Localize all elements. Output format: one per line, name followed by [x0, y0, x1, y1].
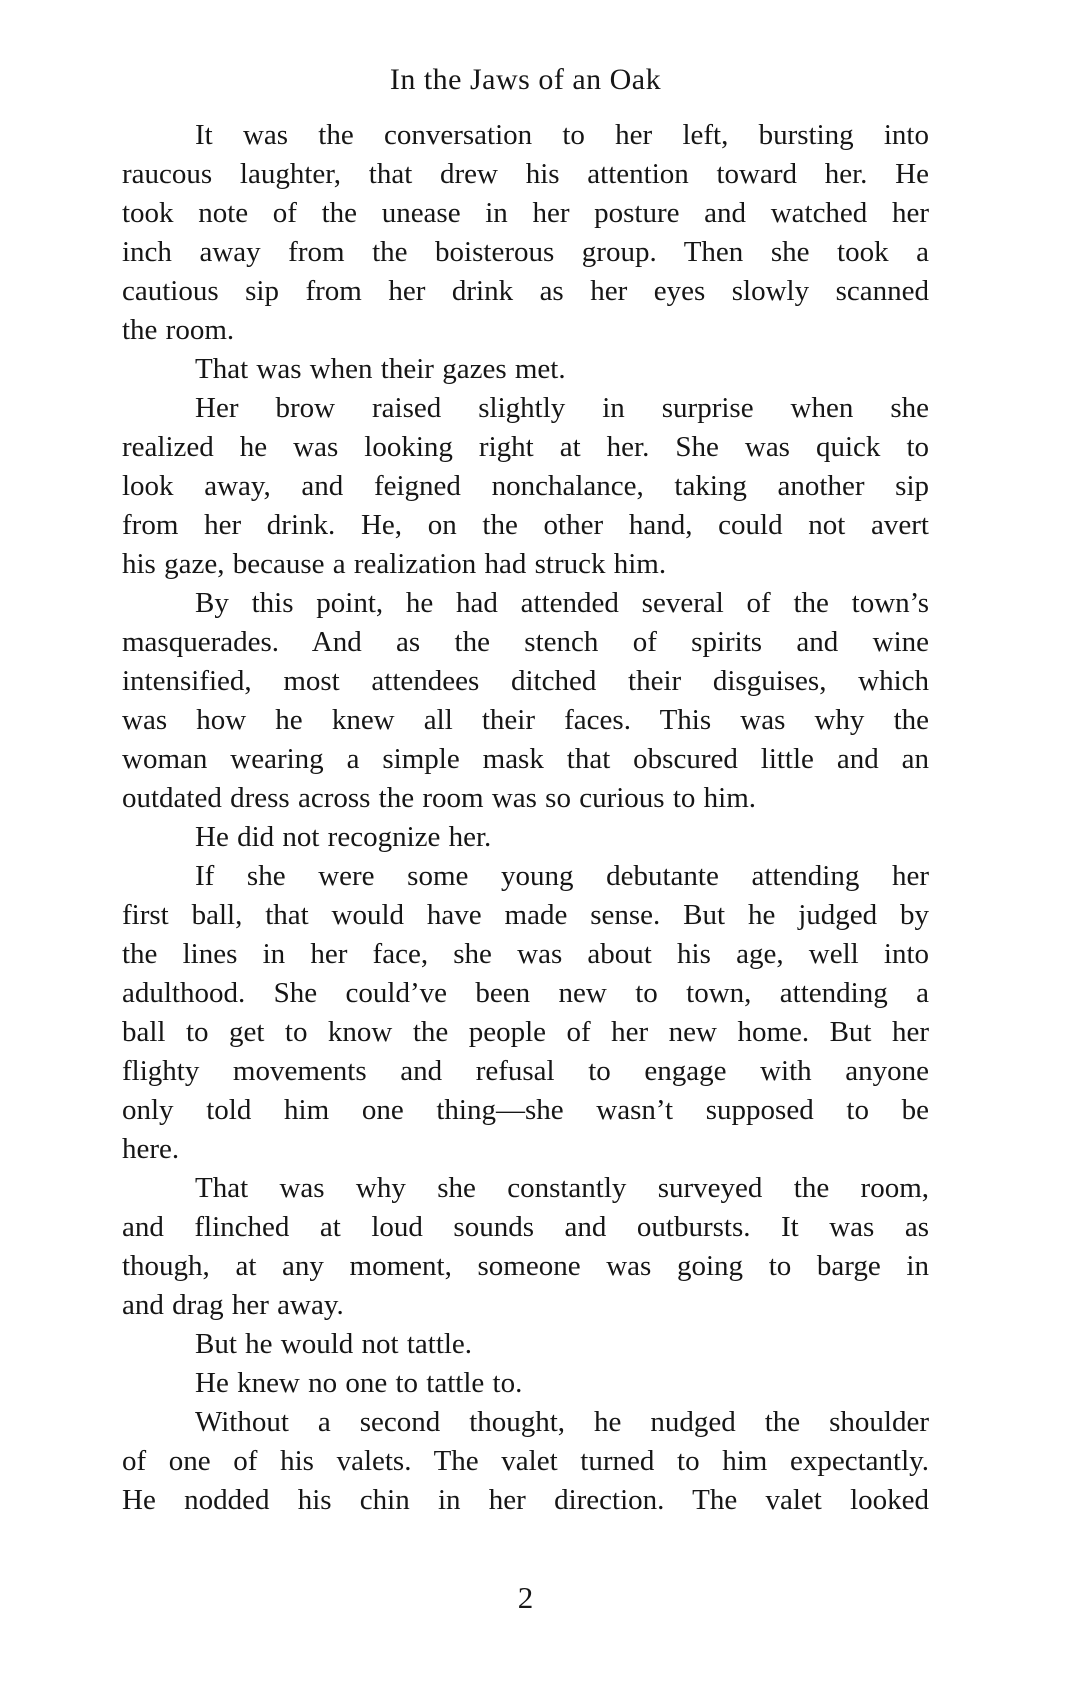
text-line: was how he knew all their faces. This was why the: [122, 704, 929, 736]
text-line: It was the conversation to her left, bursting into: [195, 119, 929, 151]
text-line: He nodded his chin in her direction. The valet looked: [122, 1484, 929, 1516]
text-line: and flinched at loud sounds and outbursts. It was as: [122, 1211, 929, 1243]
text-line: That was why she constantly surveyed the room,: [195, 1172, 929, 1204]
text-column: [122, 0, 929, 1520]
text-line: ball to get to know the people of her new home. But her: [122, 1016, 929, 1048]
text-line: masquerades. And as the stench of spirits and wine: [122, 626, 929, 658]
text-line: By this point, he had attended several of the town’s: [195, 587, 929, 619]
text-line: Her brow raised slightly in surprise when she: [195, 392, 929, 424]
text-line: If she were some young debutante attending her: [195, 860, 929, 892]
text-line: He did not recognize her.: [195, 821, 492, 853]
text-line: the room.: [122, 314, 235, 346]
text-line: here.: [122, 1133, 180, 1165]
text-line: inch away from the boisterous group. Then she took a: [122, 236, 929, 268]
text-line: first ball, that would have made sense. But he judged by: [122, 899, 929, 931]
text-line: from her drink. He, on the other hand, could not avert: [122, 509, 929, 541]
text-line: outdated dress across the room was so curious to him.: [122, 782, 757, 814]
text-line: raucous laughter, that drew his attention toward her. He: [122, 158, 929, 190]
text-line: the lines in her face, she was about his age, well into: [122, 938, 929, 970]
text-line: woman wearing a simple mask that obscured little and an: [122, 743, 929, 775]
text-line: That was when their gazes met.: [195, 353, 566, 385]
text-line: his gaze, because a realization had struck him.: [122, 548, 667, 580]
text-line: flighty movements and refusal to engage with anyone: [122, 1055, 929, 1087]
chapter-title: In the Jaws of an Oak: [389, 63, 662, 96]
page-body: [122, 116, 929, 1520]
text-line: But he would not tattle.: [195, 1328, 473, 1360]
text-line: He knew no one to tattle to.: [195, 1367, 523, 1399]
text-line: cautious sip from her drink as her eyes slowly scanned: [122, 275, 929, 307]
text-line: of one of his valets. The valet turned to him expectantly.: [122, 1445, 929, 1477]
text-line: look away, and feigned nonchalance, taking another sip: [122, 470, 929, 502]
text-line: took note of the unease in her posture and watched her: [122, 197, 929, 229]
text-line: adulthood. She could’ve been new to town, attending a: [122, 977, 929, 1009]
page-number: 2: [517, 1580, 534, 1615]
text-line: intensified, most attendees ditched their disguises, which: [122, 665, 929, 697]
text-line: and drag her away.: [122, 1289, 344, 1321]
text-line: Without a second thought, he nudged the shoulder: [195, 1406, 929, 1438]
text-line: though, at any moment, someone was going to barge in: [122, 1250, 929, 1282]
text-line: only told him one thing—she wasn’t supposed to be: [122, 1094, 929, 1126]
text-line: realized he was looking right at her. She was quick to: [122, 431, 929, 463]
